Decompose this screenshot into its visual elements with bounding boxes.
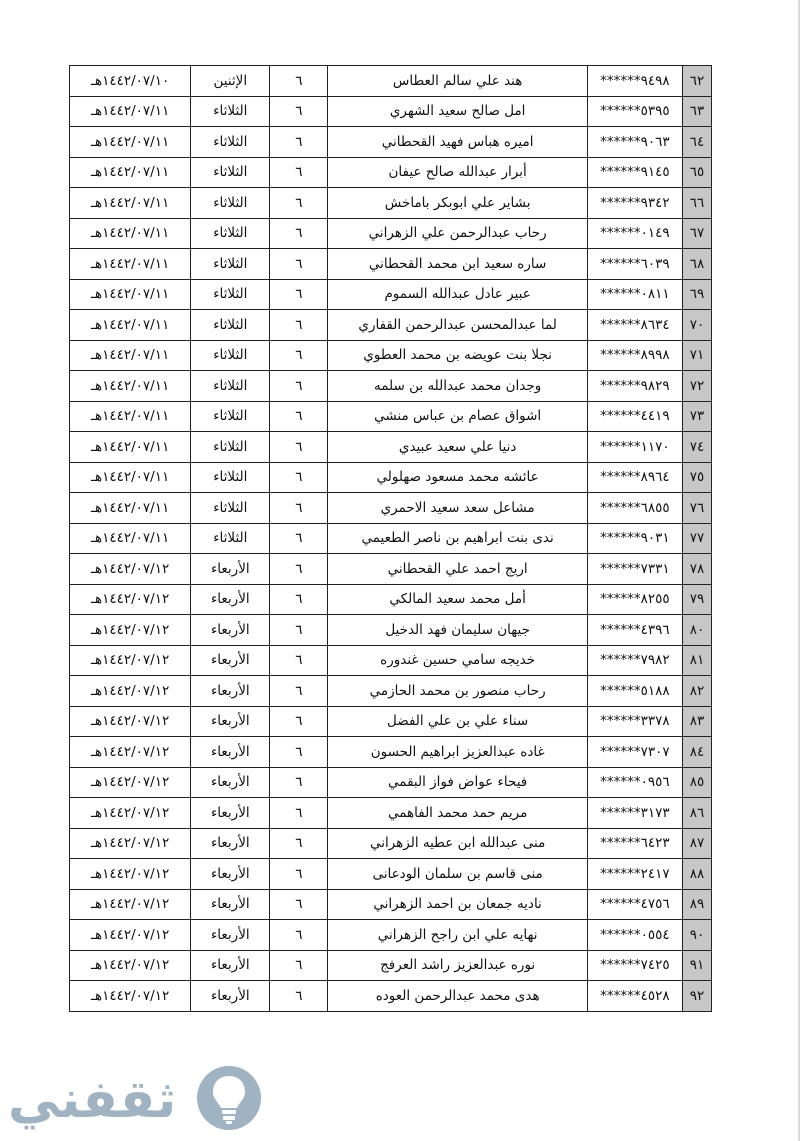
grade-level-cell: ٦ bbox=[270, 249, 328, 280]
grade-level-cell: ٦ bbox=[270, 66, 328, 97]
table-row bbox=[70, 66, 712, 97]
masked-id-cell: ******٨٢٥٥ bbox=[587, 584, 682, 615]
weekday-cell: الأربعاء bbox=[191, 737, 270, 768]
grade-level-cell: ٦ bbox=[270, 523, 328, 554]
masked-id-cell: ******٧٤٢٥ bbox=[587, 950, 682, 981]
masked-id-cell: ******٠٩٥٦ bbox=[587, 767, 682, 798]
student-name-cell: أبرار عبدالله صالح عيفان bbox=[328, 157, 587, 188]
masked-id-cell: ******٨٩٦٤ bbox=[587, 462, 682, 493]
grade-level-cell: ٦ bbox=[270, 676, 328, 707]
weekday-cell: الثلاثاء bbox=[191, 310, 270, 341]
watermark-text: ثقفني bbox=[8, 1070, 177, 1130]
weekday-cell: الأربعاء bbox=[191, 706, 270, 737]
grade-level-cell: ٦ bbox=[270, 981, 328, 1012]
weekday-cell: الأربعاء bbox=[191, 981, 270, 1012]
student-name-cell: فيحاء عواض فواز البقمي bbox=[328, 767, 587, 798]
table-row bbox=[70, 767, 712, 798]
student-name-cell: نهايه علي ابن راجح الزهراني bbox=[328, 920, 587, 951]
hijri-date-cell: ١٤٤٢/٠٧/١٢هـ bbox=[70, 859, 191, 890]
student-name-cell: اميره هباس فهيد القحطاني bbox=[328, 127, 587, 158]
masked-id-cell: ******٨٩٩٨ bbox=[587, 340, 682, 371]
hijri-date-cell: ١٤٤٢/٠٧/١٢هـ bbox=[70, 554, 191, 585]
weekday-cell: الأربعاء bbox=[191, 645, 270, 676]
row-number-cell: ٧٦ bbox=[682, 493, 711, 524]
grade-level-cell: ٦ bbox=[270, 218, 328, 249]
row-number-cell: ٨٥ bbox=[682, 767, 711, 798]
table-row bbox=[70, 798, 712, 829]
table-row bbox=[70, 950, 712, 981]
masked-id-cell: ******٩٨٢٩ bbox=[587, 371, 682, 402]
weekday-cell: الإثنين bbox=[191, 66, 270, 97]
table-row bbox=[70, 523, 712, 554]
row-number-cell: ٦٣ bbox=[682, 96, 711, 127]
table-row bbox=[70, 432, 712, 463]
weekday-cell: الثلاثاء bbox=[191, 279, 270, 310]
student-name-cell: ندى بنت ابراهيم بن ناصر الطعيمي bbox=[328, 523, 587, 554]
hijri-date-cell: ١٤٤٢/٠٧/١١هـ bbox=[70, 279, 191, 310]
weekday-cell: الثلاثاء bbox=[191, 96, 270, 127]
row-number-cell: ٨١ bbox=[682, 645, 711, 676]
table-row bbox=[70, 340, 712, 371]
student-name-cell: منى عبدالله ابن عطيه الزهراني bbox=[328, 828, 587, 859]
hijri-date-cell: ١٤٤٢/٠٧/١٠هـ bbox=[70, 66, 191, 97]
grade-level-cell: ٦ bbox=[270, 157, 328, 188]
table-row bbox=[70, 706, 712, 737]
table-row bbox=[70, 737, 712, 768]
grade-level-cell: ٦ bbox=[270, 127, 328, 158]
table-row bbox=[70, 127, 712, 158]
masked-id-cell: ******٤٥٢٨ bbox=[587, 981, 682, 1012]
row-number-cell: ٧٣ bbox=[682, 401, 711, 432]
masked-id-cell: ******٥١٨٨ bbox=[587, 676, 682, 707]
row-number-cell: ٦٩ bbox=[682, 279, 711, 310]
weekday-cell: الأربعاء bbox=[191, 584, 270, 615]
masked-id-cell: ******٩١٤٥ bbox=[587, 157, 682, 188]
table-row bbox=[70, 615, 712, 646]
row-number-cell: ٦٦ bbox=[682, 188, 711, 219]
weekday-cell: الأربعاء bbox=[191, 676, 270, 707]
row-number-cell: ٨٧ bbox=[682, 828, 711, 859]
masked-id-cell: ******٣١٧٣ bbox=[587, 798, 682, 829]
weekday-cell: الثلاثاء bbox=[191, 127, 270, 158]
weekday-cell: الثلاثاء bbox=[191, 523, 270, 554]
weekday-cell: الأربعاء bbox=[191, 615, 270, 646]
student-name-cell: ساره سعيد ابن محمد القحطاني bbox=[328, 249, 587, 280]
hijri-date-cell: ١٤٤٢/٠٧/١٢هـ bbox=[70, 615, 191, 646]
grade-level-cell: ٦ bbox=[270, 340, 328, 371]
hijri-date-cell: ١٤٤٢/٠٧/١٢هـ bbox=[70, 981, 191, 1012]
student-name-cell: نجلا بنت عويضه بن محمد العطوي bbox=[328, 340, 587, 371]
hijri-date-cell: ١٤٤٢/٠٧/١١هـ bbox=[70, 523, 191, 554]
hijri-date-cell: ١٤٤٢/٠٧/١٢هـ bbox=[70, 950, 191, 981]
masked-id-cell: ******٩٤٩٨ bbox=[587, 66, 682, 97]
hijri-date-cell: ١٤٤٢/٠٧/١١هـ bbox=[70, 96, 191, 127]
weekday-cell: الثلاثاء bbox=[191, 401, 270, 432]
row-number-cell: ٧٢ bbox=[682, 371, 711, 402]
weekday-cell: الثلاثاء bbox=[191, 188, 270, 219]
row-number-cell: ٩٠ bbox=[682, 920, 711, 951]
grade-level-cell: ٦ bbox=[270, 859, 328, 890]
student-name-cell: اريج احمد علي القحطاني bbox=[328, 554, 587, 585]
hijri-date-cell: ١٤٤٢/٠٧/١٢هـ bbox=[70, 706, 191, 737]
student-name-cell: اشواق عصام بن عباس منشي bbox=[328, 401, 587, 432]
table-row bbox=[70, 645, 712, 676]
weekday-cell: الأربعاء bbox=[191, 798, 270, 829]
hijri-date-cell: ١٤٤٢/٠٧/١٢هـ bbox=[70, 676, 191, 707]
table-row bbox=[70, 310, 712, 341]
grade-level-cell: ٦ bbox=[270, 462, 328, 493]
table-row bbox=[70, 249, 712, 280]
student-name-cell: امل صالح سعيد الشهري bbox=[328, 96, 587, 127]
row-number-cell: ٦٧ bbox=[682, 218, 711, 249]
table-row bbox=[70, 554, 712, 585]
weekday-cell: الأربعاء bbox=[191, 950, 270, 981]
grade-level-cell: ٦ bbox=[270, 828, 328, 859]
grade-level-cell: ٦ bbox=[270, 767, 328, 798]
table-row bbox=[70, 828, 712, 859]
hijri-date-cell: ١٤٤٢/٠٧/١١هـ bbox=[70, 127, 191, 158]
masked-id-cell: ******٧٣٣١ bbox=[587, 554, 682, 585]
grade-level-cell: ٦ bbox=[270, 188, 328, 219]
masked-id-cell: ******٤٤١٩ bbox=[587, 401, 682, 432]
grade-level-cell: ٦ bbox=[270, 798, 328, 829]
masked-id-cell: ******٩٣٤٢ bbox=[587, 188, 682, 219]
hijri-date-cell: ١٤٤٢/٠٧/١٢هـ bbox=[70, 737, 191, 768]
student-name-cell: هدى محمد عبدالرحمن العوده bbox=[328, 981, 587, 1012]
student-name-cell: عبير عادل عبدالله السموم bbox=[328, 279, 587, 310]
hijri-date-cell: ١٤٤٢/٠٧/١٢هـ bbox=[70, 828, 191, 859]
weekday-cell: الثلاثاء bbox=[191, 462, 270, 493]
grade-level-cell: ٦ bbox=[270, 279, 328, 310]
hijri-date-cell: ١٤٤٢/٠٧/١١هـ bbox=[70, 493, 191, 524]
grade-level-cell: ٦ bbox=[270, 371, 328, 402]
table-row bbox=[70, 859, 712, 890]
grade-level-cell: ٦ bbox=[270, 615, 328, 646]
weekday-cell: الأربعاء bbox=[191, 889, 270, 920]
weekday-cell: الثلاثاء bbox=[191, 218, 270, 249]
masked-id-cell: ******٩٠٣١ bbox=[587, 523, 682, 554]
row-number-cell: ٨٣ bbox=[682, 706, 711, 737]
row-number-cell: ٧٥ bbox=[682, 462, 711, 493]
hijri-date-cell: ١٤٤٢/٠٧/١٢هـ bbox=[70, 798, 191, 829]
row-number-cell: ٧٤ bbox=[682, 432, 711, 463]
student-name-cell: بشاير علي ابوبكر باماخش bbox=[328, 188, 587, 219]
masked-id-cell: ******٣٣٧٨ bbox=[587, 706, 682, 737]
hijri-date-cell: ١٤٤٢/٠٧/١٢هـ bbox=[70, 889, 191, 920]
grade-level-cell: ٦ bbox=[270, 920, 328, 951]
student-name-cell: رحاب منصور بن محمد الحازمي bbox=[328, 676, 587, 707]
table-row bbox=[70, 584, 712, 615]
hijri-date-cell: ١٤٤٢/٠٧/١١هـ bbox=[70, 371, 191, 402]
masked-id-cell: ******٠٨١١ bbox=[587, 279, 682, 310]
student-name-cell: نوره عبدالعزيز راشد العرفج bbox=[328, 950, 587, 981]
weekday-cell: الثلاثاء bbox=[191, 340, 270, 371]
hijri-date-cell: ١٤٤٢/٠٧/١١هـ bbox=[70, 310, 191, 341]
masked-id-cell: ******١١٧٠ bbox=[587, 432, 682, 463]
grade-level-cell: ٦ bbox=[270, 96, 328, 127]
weekday-cell: الثلاثاء bbox=[191, 371, 270, 402]
masked-id-cell: ******٥٣٩٥ bbox=[587, 96, 682, 127]
table-row bbox=[70, 401, 712, 432]
hijri-date-cell: ١٤٤٢/٠٧/١١هـ bbox=[70, 157, 191, 188]
weekday-cell: الأربعاء bbox=[191, 920, 270, 951]
row-number-cell: ٦٨ bbox=[682, 249, 711, 280]
student-name-cell: دنيا علي سعيد عبيدي bbox=[328, 432, 587, 463]
grade-level-cell: ٦ bbox=[270, 889, 328, 920]
grade-level-cell: ٦ bbox=[270, 645, 328, 676]
table-row bbox=[70, 676, 712, 707]
student-name-cell: هند علي سالم العطاس bbox=[328, 66, 587, 97]
grade-level-cell: ٦ bbox=[270, 737, 328, 768]
hijri-date-cell: ١٤٤٢/٠٧/١١هـ bbox=[70, 188, 191, 219]
masked-id-cell: ******٤٧٥٦ bbox=[587, 889, 682, 920]
watermark-logo bbox=[8, 1062, 268, 1136]
row-number-cell: ٨٦ bbox=[682, 798, 711, 829]
row-number-cell: ٧١ bbox=[682, 340, 711, 371]
lightbulb-icon bbox=[193, 1062, 265, 1134]
hijri-date-cell: ١٤٤٢/٠٧/١١هـ bbox=[70, 401, 191, 432]
row-number-cell: ٧٨ bbox=[682, 554, 711, 585]
masked-id-cell: ******٦٠٣٩ bbox=[587, 249, 682, 280]
weekday-cell: الثلاثاء bbox=[191, 157, 270, 188]
hijri-date-cell: ١٤٤٢/٠٧/١٢هـ bbox=[70, 645, 191, 676]
weekday-cell: الثلاثاء bbox=[191, 493, 270, 524]
row-number-cell: ٦٢ bbox=[682, 66, 711, 97]
table-row bbox=[70, 462, 712, 493]
table-row bbox=[70, 920, 712, 951]
weekday-cell: الأربعاء bbox=[191, 554, 270, 585]
student-name-cell: عائشه محمد مسعود صهلولي bbox=[328, 462, 587, 493]
row-number-cell: ٨٩ bbox=[682, 889, 711, 920]
weekday-cell: الثلاثاء bbox=[191, 432, 270, 463]
table-row bbox=[70, 96, 712, 127]
table-row bbox=[70, 493, 712, 524]
hijri-date-cell: ١٤٤٢/٠٧/١١هـ bbox=[70, 218, 191, 249]
row-number-cell: ٨٠ bbox=[682, 615, 711, 646]
row-number-cell: ٦٤ bbox=[682, 127, 711, 158]
row-number-cell: ٨٨ bbox=[682, 859, 711, 890]
student-name-cell: سناء علي بن علي الفضل bbox=[328, 706, 587, 737]
table-row bbox=[70, 279, 712, 310]
hijri-date-cell: ١٤٤٢/٠٧/١٢هـ bbox=[70, 584, 191, 615]
weekday-cell: الأربعاء bbox=[191, 767, 270, 798]
row-number-cell: ٧٠ bbox=[682, 310, 711, 341]
grade-level-cell: ٦ bbox=[270, 706, 328, 737]
table-row bbox=[70, 889, 712, 920]
hijri-date-cell: ١٤٤٢/٠٧/١١هـ bbox=[70, 340, 191, 371]
masked-id-cell: ******٧٩٨٢ bbox=[587, 645, 682, 676]
hijri-date-cell: ١٤٤٢/٠٧/١١هـ bbox=[70, 249, 191, 280]
student-name-cell: لما عبدالمحسن عبدالرحمن القفاري bbox=[328, 310, 587, 341]
table-row bbox=[70, 218, 712, 249]
table-row bbox=[70, 157, 712, 188]
masked-id-cell: ******٨٦٣٤ bbox=[587, 310, 682, 341]
roster-table-body bbox=[70, 66, 712, 1012]
student-name-cell: مريم حمد محمد الفاهمي bbox=[328, 798, 587, 829]
hijri-date-cell: ١٤٤٢/٠٧/١٢هـ bbox=[70, 767, 191, 798]
masked-id-cell: ******٧٣٠٧ bbox=[587, 737, 682, 768]
row-number-cell: ٨٢ bbox=[682, 676, 711, 707]
grade-level-cell: ٦ bbox=[270, 310, 328, 341]
masked-id-cell: ******٠٥٥٤ bbox=[587, 920, 682, 951]
row-number-cell: ٨٤ bbox=[682, 737, 711, 768]
grade-level-cell: ٦ bbox=[270, 584, 328, 615]
table-row bbox=[70, 371, 712, 402]
grade-level-cell: ٦ bbox=[270, 493, 328, 524]
student-name-cell: جيهان سليمان فهد الدخيل bbox=[328, 615, 587, 646]
row-number-cell: ٧٩ bbox=[682, 584, 711, 615]
student-name-cell: وجدان محمد عبدالله بن سلمه bbox=[328, 371, 587, 402]
student-name-cell: ناديه جمعان بن احمد الزهراني bbox=[328, 889, 587, 920]
hijri-date-cell: ١٤٤٢/٠٧/١١هـ bbox=[70, 432, 191, 463]
row-number-cell: ٩٢ bbox=[682, 981, 711, 1012]
weekday-cell: الأربعاء bbox=[191, 828, 270, 859]
student-name-cell: رحاب عبدالرحمن علي الزهراني bbox=[328, 218, 587, 249]
student-name-cell: مشاعل سعد سعيد الاحمري bbox=[328, 493, 587, 524]
roster-table bbox=[69, 65, 712, 1012]
masked-id-cell: ******٦٨٥٥ bbox=[587, 493, 682, 524]
table-row bbox=[70, 981, 712, 1012]
row-number-cell: ٧٧ bbox=[682, 523, 711, 554]
table-row bbox=[70, 188, 712, 219]
grade-level-cell: ٦ bbox=[270, 401, 328, 432]
masked-id-cell: ******٤٣٩٦ bbox=[587, 615, 682, 646]
student-name-cell: خديجه سامي حسين غندوره bbox=[328, 645, 587, 676]
row-number-cell: ٦٥ bbox=[682, 157, 711, 188]
student-name-cell: أمل محمد سعيد المالكي bbox=[328, 584, 587, 615]
weekday-cell: الثلاثاء bbox=[191, 249, 270, 280]
student-name-cell: منى قاسم بن سلمان الودعانى bbox=[328, 859, 587, 890]
masked-id-cell: ******٠١٤٩ bbox=[587, 218, 682, 249]
masked-id-cell: ******٦٤٢٣ bbox=[587, 828, 682, 859]
hijri-date-cell: ١٤٤٢/٠٧/١١هـ bbox=[70, 462, 191, 493]
weekday-cell: الأربعاء bbox=[191, 859, 270, 890]
student-name-cell: غاده عبدالعزيز ابراهيم الحسون bbox=[328, 737, 587, 768]
grade-level-cell: ٦ bbox=[270, 432, 328, 463]
row-number-cell: ٩١ bbox=[682, 950, 711, 981]
hijri-date-cell: ١٤٤٢/٠٧/١٢هـ bbox=[70, 920, 191, 951]
masked-id-cell: ******٩٠٦٣ bbox=[587, 127, 682, 158]
grade-level-cell: ٦ bbox=[270, 950, 328, 981]
grade-level-cell: ٦ bbox=[270, 554, 328, 585]
masked-id-cell: ******٢٤١٧ bbox=[587, 859, 682, 890]
